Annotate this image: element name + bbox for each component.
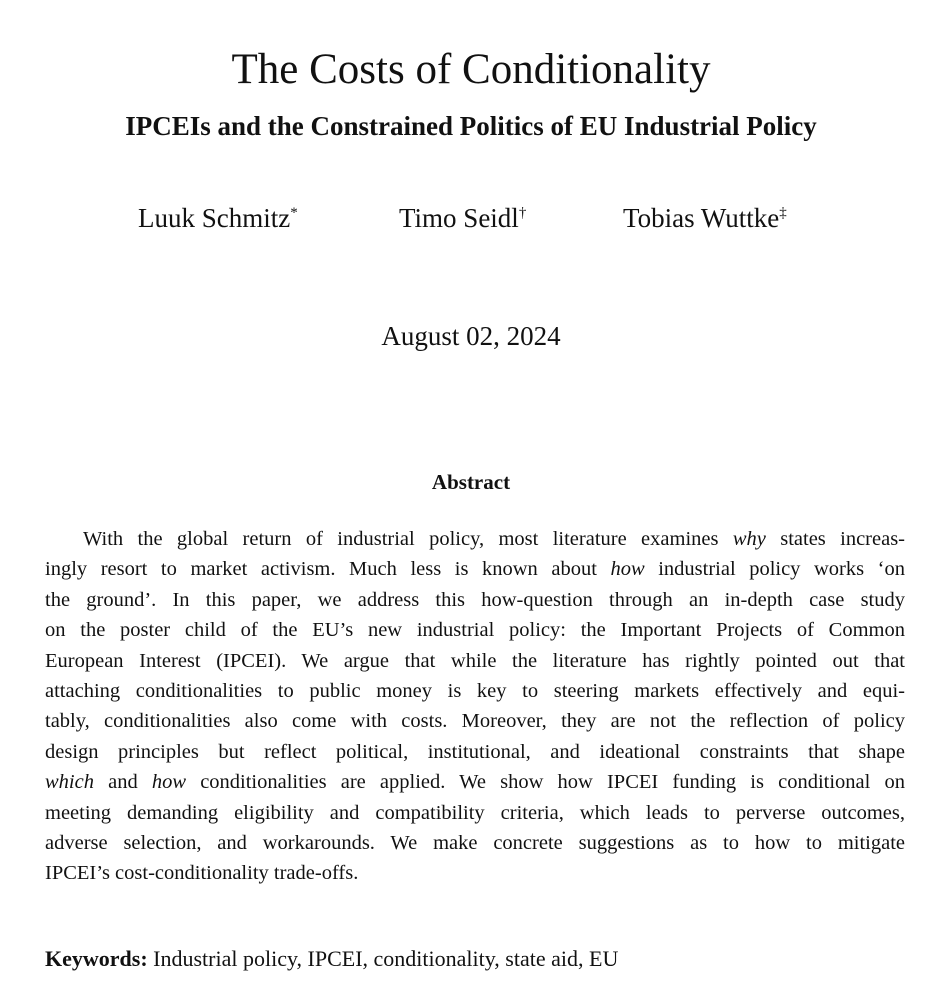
abstract-text: meeting demanding eligibility and compatibility criteria, which leads to perverse outcomes,: [45, 801, 905, 824]
author-3: [623, 198, 787, 238]
keywords-text: Industrial policy, IPCEI, conditionality, state aid, EU: [153, 946, 619, 971]
abstract-line: [45, 828, 905, 858]
abstract-text: adverse selection, and workarounds. We make concrete suggestions as to how to mitigate: [45, 831, 905, 854]
abstract-line: [45, 676, 905, 706]
abstract-text: attaching conditionalities to public money is key to steering markets effectively and equi-: [45, 679, 905, 702]
keywords-line: [45, 943, 618, 975]
abstract-line: [45, 585, 905, 615]
abstract-emphasis: how: [610, 558, 645, 581]
author-footnote-mark: †: [518, 205, 527, 221]
abstract-text: the ground’. In this paper, we address this how-question through an in-depth case study: [45, 588, 905, 611]
abstract-text: and: [93, 771, 152, 794]
abstract-text: With the global return of industrial policy, most literature examines: [83, 528, 733, 550]
abstract-line: [45, 706, 905, 736]
abstract-text: industrial policy works ‘on: [644, 558, 905, 581]
author-name: Timo Seidl: [399, 203, 519, 233]
abstract-line: [45, 737, 905, 767]
keywords-label: Keywords:: [45, 946, 148, 971]
abstract-emphasis: why: [732, 528, 766, 550]
abstract-text: European Interest (IPCEI). We argue that while the literature has rightly pointed out that: [45, 649, 905, 672]
abstract-emphasis: how: [151, 771, 187, 794]
paper-subtitle: IPCEIs and the Constrained Politics of EU Industrial Policy: [125, 111, 817, 141]
abstract-emphasis: which: [45, 771, 94, 794]
abstract-line: [45, 615, 905, 645]
author-footnote-mark: ‡: [779, 205, 787, 221]
author-name: Luuk Schmitz: [138, 203, 291, 233]
abstract-line: [45, 646, 905, 676]
abstract-text: tably, conditionalities also come with costs. Moreover, they are not the reflection of policy: [45, 710, 905, 733]
abstract-line: [45, 767, 905, 797]
abstract-text: states increas-: [765, 528, 905, 550]
abstract-line: [45, 798, 905, 828]
abstract-text: design principles but reflect political, institutional, and ideational constraints that shape: [45, 740, 905, 763]
author-name: Tobias Wuttke: [623, 203, 780, 233]
abstract-heading: Abstract: [431, 470, 511, 494]
paper-title: The Costs of Conditionality: [231, 46, 711, 93]
abstract-text: IPCEI’s cost-conditionality trade-offs.: [45, 862, 359, 885]
abstract-line: [45, 858, 905, 888]
abstract-text: conditionalities are applied. We show how IPCEI funding is conditional on: [186, 771, 905, 794]
author-footnote-mark: *: [290, 205, 298, 221]
publication-date: August 02, 2024: [381, 321, 561, 351]
abstract-text: ingly resort to market activism. Much less is known about: [45, 558, 611, 581]
abstract-line: [45, 524, 905, 554]
abstract-text: on the poster child of the EU’s new industrial policy: the Important Projects of Common: [45, 619, 905, 642]
abstract-body: [45, 524, 905, 889]
author-2: [399, 198, 526, 238]
abstract-line: [45, 554, 905, 584]
author-1: [138, 198, 298, 238]
